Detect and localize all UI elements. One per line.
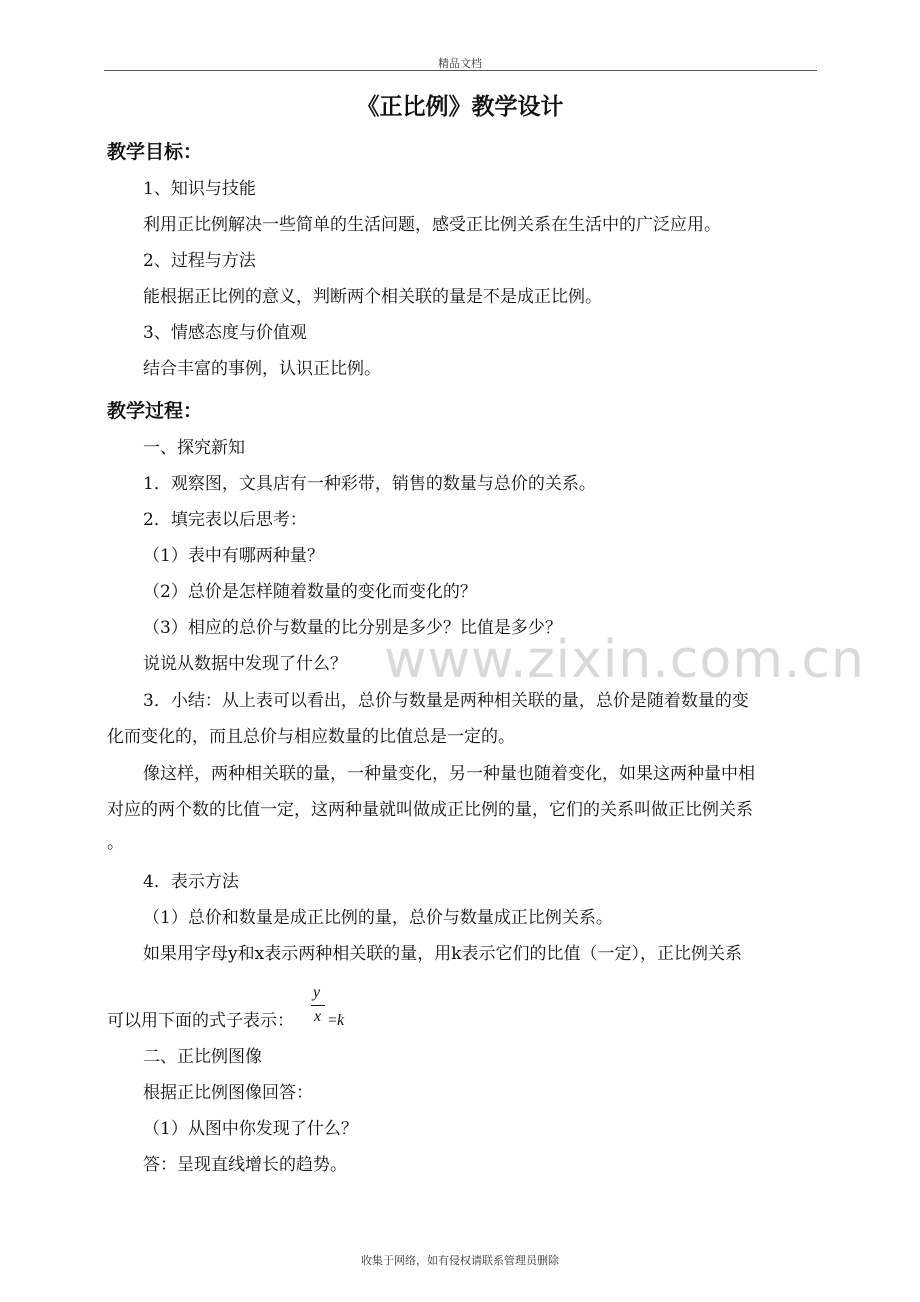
- formula-rhs: [328, 1012, 344, 1030]
- page-footer: 收集于网络，如有侵权请联系管理员删除: [361, 1254, 559, 1267]
- goal-line: 能根据正比例的意义，判断两个相关联的量是不是成正比例。: [143, 287, 602, 307]
- process-line: 。: [107, 833, 124, 853]
- graph-line: （1）从图中你发现了什么？: [143, 1119, 358, 1139]
- heading-teaching-process: 教学过程：: [107, 400, 203, 422]
- watermark: www.zixin.com.cn: [384, 630, 865, 690]
- page-header: 精品文档: [438, 57, 482, 70]
- process-line: 如果用字母y和x表示两种相关联的量，用k表示它们的比值（一定），正比例关系: [143, 944, 742, 964]
- goal-line: 2、过程与方法: [143, 251, 256, 271]
- formula-numerator: y: [313, 984, 321, 1001]
- header-divider: [104, 70, 817, 71]
- process-line: （1）总价和数量是成正比例的量，总价与数量成正比例关系。: [143, 908, 613, 928]
- process-line: 2．填完表以后思考：: [143, 510, 307, 530]
- process-line: （2）总价是怎样随着数量的变化而变化的？: [143, 582, 477, 602]
- graph-line: 答：呈现直线增长的趋势。: [143, 1155, 347, 1175]
- process-line: （1）表中有哪两种量？: [143, 546, 324, 566]
- formula-denominator: x: [314, 1008, 322, 1025]
- graph-line: 根据正比例图像回答：: [143, 1083, 313, 1103]
- goal-line: 1、知识与技能: [143, 179, 256, 199]
- process-line: 可以用下面的式子表示：: [107, 1011, 294, 1031]
- heading-teaching-goals: 教学目标：: [107, 141, 203, 163]
- process-line: 对应的两个数的比值一定，这两种量就叫做成正比例的量，它们的关系叫做正比例关系: [107, 800, 753, 820]
- formula-equals: =: [328, 1012, 338, 1029]
- goal-line: 利用正比例解决一些简单的生活问题，感受正比例关系在生活中的广泛应用。: [143, 215, 721, 235]
- process-line: 一、探究新知: [143, 438, 245, 458]
- process-line: 说说从数据中发现了什么？: [143, 654, 347, 674]
- process-line: （3）相应的总价与数量的比分别是多少？比值是多少？: [143, 618, 562, 638]
- fraction-bar: [311, 1005, 325, 1006]
- process-line: 化而变化的，而且总价与相应数量的比值总是一定的。: [107, 727, 515, 747]
- goal-line: 3、情感态度与价值观: [143, 323, 307, 343]
- process-line: 4．表示方法: [143, 872, 239, 892]
- goal-line: 结合丰富的事例，认识正比例。: [143, 359, 381, 379]
- process-line: 像这样，两种相关联的量，一种量变化，另一种量也随着变化，如果这两种量中相: [143, 764, 755, 784]
- formula-constant: k: [337, 1012, 345, 1029]
- process-line: 3．小结：从上表可以看出，总价与数量是两种相关联的量，总价是随着数量的变: [143, 691, 749, 711]
- graph-line: 二、正比例图像: [143, 1047, 262, 1067]
- process-line: 1．观察图，文具店有一种彩带，销售的数量与总价的关系。: [143, 474, 596, 494]
- document-title: 《正比例》教学设计: [356, 94, 564, 120]
